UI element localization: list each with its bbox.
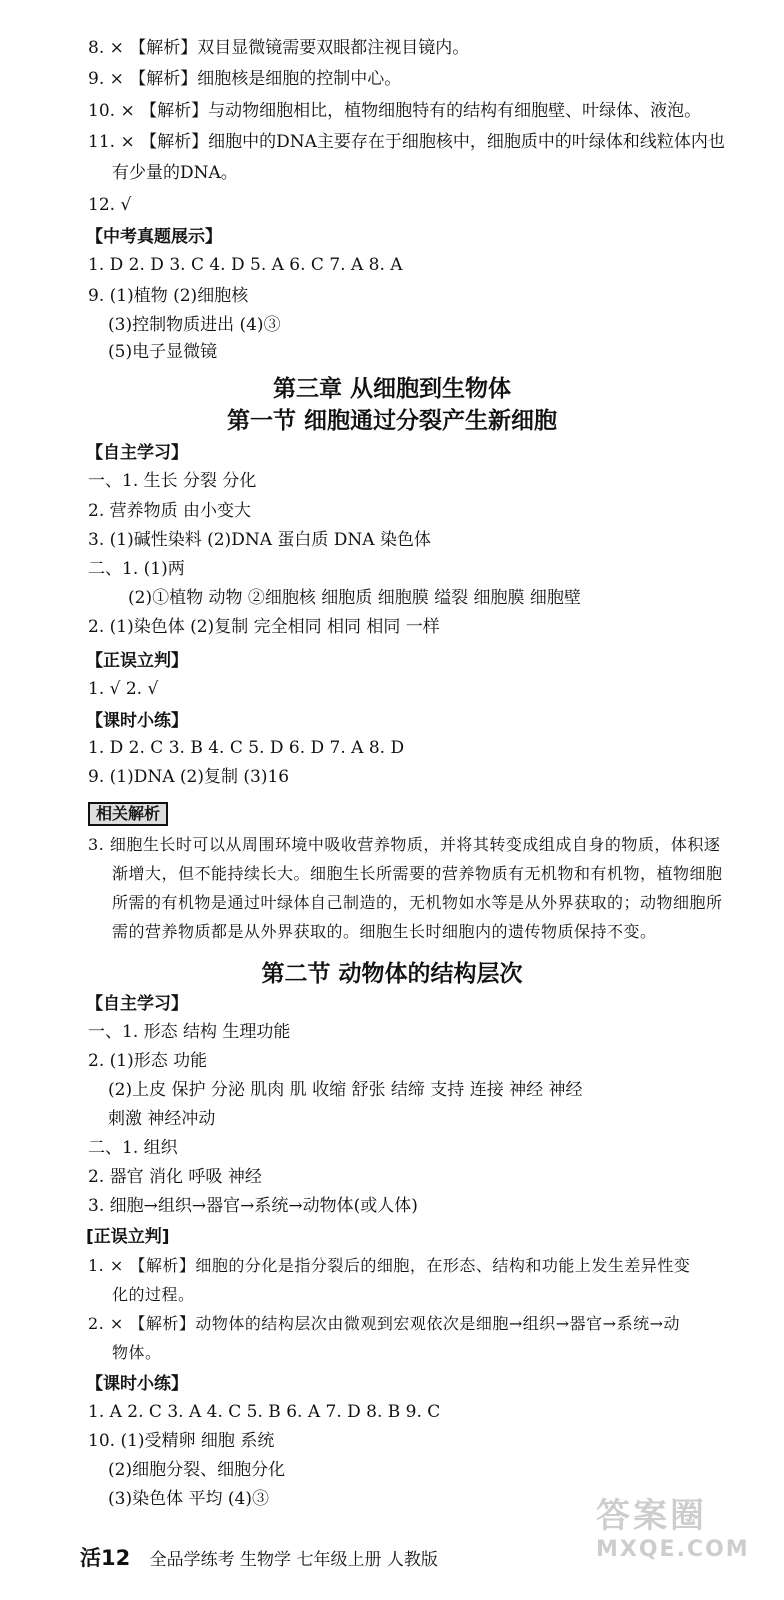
watermark-logo <box>596 1488 766 1578</box>
analysis-line: 物体。 <box>112 1343 162 1362</box>
section-heading: 【课时小练】 <box>86 711 188 731</box>
page-number: 活12 <box>80 1546 131 1570</box>
answer-line: 一、1. 形态 结构 生理功能 <box>88 1022 291 1042</box>
section-heading: 【课时小练】 <box>86 1374 188 1394</box>
answer-line: 9. × 【解析】细胞核是细胞的控制中心。 <box>88 69 402 89</box>
section-heading: 【自主学习】 <box>86 443 188 463</box>
answer-line: 二、1. 组织 <box>88 1138 178 1158</box>
analysis-line: 化的过程。 <box>112 1285 195 1304</box>
page-footer <box>80 1542 438 1572</box>
watermark-url: MXQE.COM <box>596 1537 750 1562</box>
answer-line: 2. 营养物质 由小变大 <box>88 501 252 521</box>
answer-line: 10. × 【解析】与动物细胞相比，植物细胞特有的结构有细胞壁、叶绿体、液泡。 <box>88 101 702 121</box>
answer-line: 有少量的DNA。 <box>112 163 238 183</box>
answer-line: (3)染色体 平均 (4)③ <box>108 1489 269 1509</box>
answer-line: 一、1. 生长 分裂 分化 <box>88 471 257 491</box>
answer-line: 3. 细胞→组织→器官→系统→动物体(或人体) <box>88 1196 418 1216</box>
analysis-line: 1. × 【解析】细胞的分化是指分裂后的细胞，在形态、结构和功能上发生差异性变 <box>88 1256 691 1275</box>
analysis-line: 2. × 【解析】动物体的结构层次由微观到宏观依次是细胞→组织→器官→系统→动 <box>88 1314 680 1333</box>
analysis-line: 需的营养物质都是从外界获取的。细胞生长时细胞内的遗传物质保持不变。 <box>112 922 657 941</box>
section-title: 第一节 细胞通过分裂产生新细胞 <box>226 408 557 434</box>
answer-line: 刺激 神经冲动 <box>108 1109 216 1129</box>
analysis-line: 渐增大，但不能持续长大。细胞生长所需要的营养物质有无机物和有机物，植物细胞 <box>112 864 723 883</box>
section-heading: 【中考真题展示】 <box>86 227 222 247</box>
answer-line: 1. √ 2. √ <box>88 679 159 699</box>
answer-line: 9. (1)DNA (2)复制 (3)16 <box>88 767 290 787</box>
chapter-title: 第三章 从细胞到生物体 <box>272 376 511 402</box>
answer-line: 2. (1)染色体 (2)复制 完全相同 相同 相同 一样 <box>88 617 440 637</box>
answer-line: 12. √ <box>88 195 132 215</box>
answer-line: (5)电子显微镜 <box>108 342 218 362</box>
book-info: 全品学练考 生物学 七年级上册 人教版 <box>149 1550 438 1570</box>
answer-line: 2. 器官 消化 呼吸 神经 <box>88 1167 262 1187</box>
answer-line: (2)①植物 动物 ②细胞核 细胞质 细胞膜 缢裂 细胞膜 细胞壁 <box>128 588 581 608</box>
analysis-line: 3. 细胞生长时可以从周围环境中吸收营养物质，并将其转变成组成自身的物质，体积逐 <box>88 835 721 854</box>
related-analysis-tag: 相关解析 <box>88 802 168 826</box>
section-heading: 【正误立判】 <box>86 651 188 671</box>
analysis-line: 所需的有机物是通过叶绿体自己制造的，无机物如水等是从外界获取的；动物细胞所 <box>112 893 723 912</box>
answer-line: 8. × 【解析】双目显微镜需要双眼都注视目镜内。 <box>88 38 470 58</box>
answer-line: 2. (1)形态 功能 <box>88 1051 208 1071</box>
answer-line: 3. (1)碱性染料 (2)DNA 蛋白质 DNA 染色体 <box>88 530 431 550</box>
answer-line: (2)细胞分裂、细胞分化 <box>108 1460 286 1480</box>
answer-line: 1. D 2. C 3. B 4. C 5. D 6. D 7. A 8. D <box>88 738 405 758</box>
section-heading: [正误立判] <box>86 1227 170 1247</box>
section-heading: 【自主学习】 <box>86 994 188 1014</box>
answer-line: 11. × 【解析】细胞中的DNA主要存在于细胞核中，细胞质中的叶绿体和线粒体内也 <box>88 132 725 152</box>
answer-line: 1. A 2. C 3. A 4. C 5. B 6. A 7. D 8. B 9. C <box>88 1402 441 1422</box>
answer-line: 9. (1)植物 (2)细胞核 <box>88 286 249 306</box>
answer-line: (3)控制物质进出 (4)③ <box>108 315 281 335</box>
answer-line: (2)上皮 保护 分泌 肌肉 肌 收缩 舒张 结缔 支持 连接 神经 神经 <box>108 1080 583 1100</box>
answer-line: 二、1. (1)两 <box>88 559 185 579</box>
answer-line: 10. (1)受精卵 细胞 系统 <box>88 1431 275 1451</box>
section-title: 第二节 动物体的结构层次 <box>261 961 523 987</box>
answer-line: 1. D 2. D 3. C 4. D 5. A 6. C 7. A 8. A <box>88 255 403 275</box>
watermark-text: 答案圈 <box>596 1496 707 1536</box>
